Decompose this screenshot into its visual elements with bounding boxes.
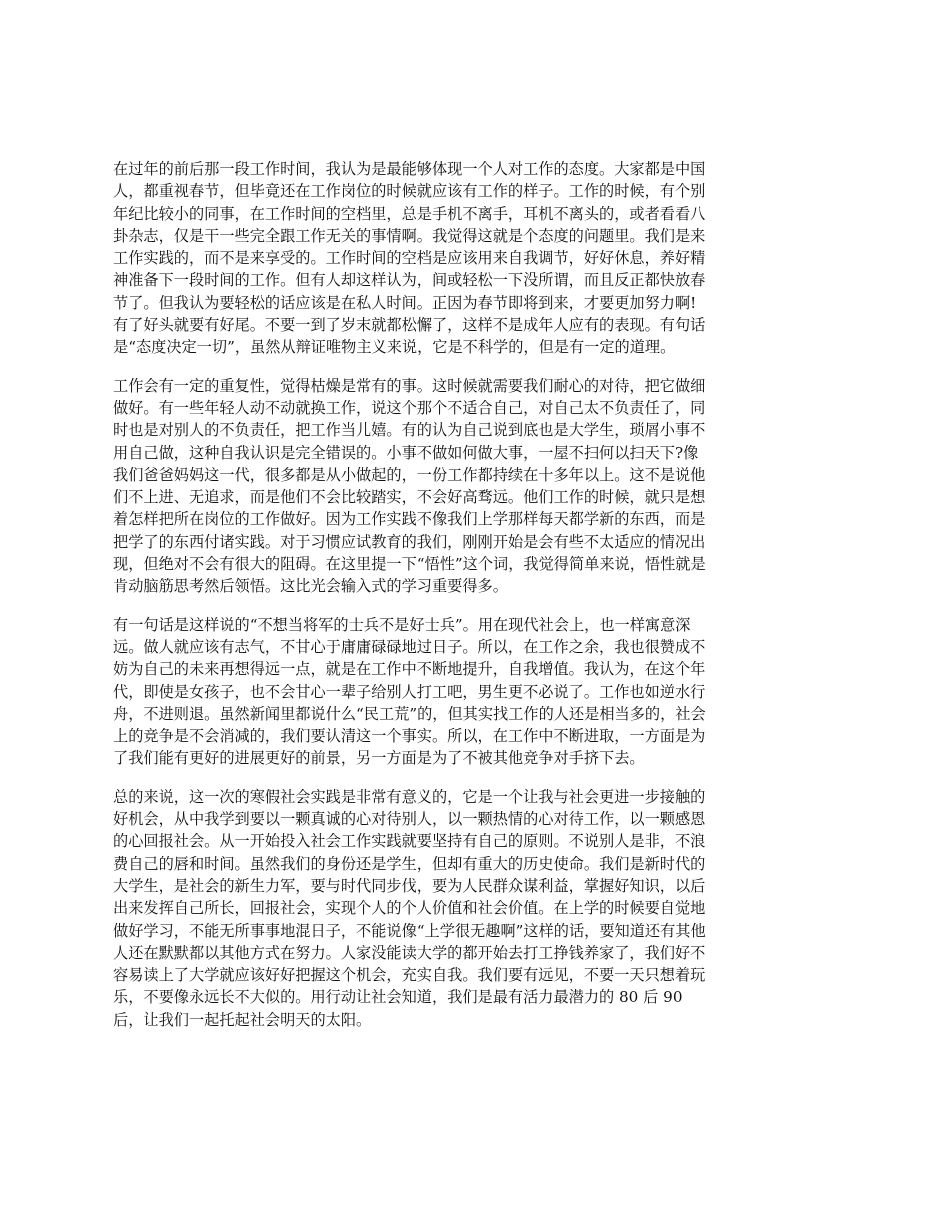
paragraph-1: 在过年的前后那一段工作时间，我认为是最能够体现一个人对工作的态度。大家都是中国 人，都重视春节，但毕竟还在工作岗位的时候就应该有工作的样子。工作的时候，有个别 年纪比较小的同事，在工作时间的空档里，总是手机不离手，耳机不离头的，或者看看八 卦杂志，仅是干一些完全跟工作无关的事情啊。我觉得这就是个态度的问题里。我们是来 工作实践的，而不是来享受的。工作时间的空档是应该用来自我调节，好好休息，养好精 神准备下一段时间的工作。但有人却这样认为，间或轻松一下没所谓，而且反正都快放春 节了。但我认为要轻松的话应该是在私人时间。正因为春节即将到来，才要更加努力啊! 有了好头就要有好尾。不要一到了岁末就都松懈了，这样不是成年人应有的表现。有句话 是“态度决定一切”，虽然从辩证唯物主义来说，它是不科学的，但是有一定的道理。 (113, 160, 706, 357)
paragraph-4: 总的来说，这一次的寒假社会实践是非常有意义的，它是一个让我与社会更进一步接触的 好机会，从中我学到要以一颗真诚的心对待别人，以一颗热情的心对待工作，以一颗感恩 的心回报社会。从一开始投入社会工作实践就要坚持有自己的原则。不说别人是非，不浪 费自己的唇和时间。虽然我们的身份还是学生，但却有重大的历史使命。我们是新时代的 大学生，是社会的新生力军，要与时代同步伐，要为人民群众谋利益，掌握好知识，以后 出来发挥自己所长，回报社会，实现个人的个人价值和社会价值。在上学的时候要自觉地 做好学习，不能无所事事地混日子，不能说像“上学很无趣啊”这样的话，要知道还有其他 人还在默默都以其他方式在努力。人家没能读大学的都开始去打工挣钱养家了，我们好不 容易读上了大学就应该好好把握这个机会，充实自我。我们要有远见，不要一天只想着玩 乐，不要像永远长不大似的。用行动让社会知道，我们是最有活力最潜力的 80 后 90 后，让我们一起托起社会明天的太阳。 (113, 787, 706, 1029)
paragraph-2: 工作会有一定的重复性，觉得枯燥是常有的事。这时候就需要我们耐心的对待，把它做细 做好。有一些年轻人动不动就换工作，说这个那个不适合自己，对自己太不负责任了，同 时也是对别人的不负责任，把工作当儿嬉。有的认为自己说到底也是大学生，琐屑小事不 用自己做，这种自我认识是完全错误的。小事不做如何做大事，一屋不扫何以扫天下?像 我们爸爸妈妈这一代，很多都是从小做起的，一份工作都持续在十多年以上。这不是说他 们不上进、无追求，而是他们不会比较踏实，不会好高骛远。他们工作的时候，就只是想 着怎样把所在岗位的工作做好。因为工作实践不像我们上学那样每天都学新的东西，而是 把学了的东西付诸实践。对于习惯应试教育的我们，刚刚开始是会有些不太适应的情况出 现，但绝对不会有很大的阻碍。在这里提一下“悟性”这个词，我觉得简单来说，悟性就是 肯动脑筋思考然后领悟。这比光会输入式的学习重要得多。 (113, 376, 706, 596)
document-body (113, 158, 843, 1047)
paragraph-3: 有一句话是这样说的“不想当将军的士兵不是好士兵”。用在现代社会上，也一样寓意深 远。做人就应该有志气，不甘心于庸庸碌碌地过日子。所以，在工作之余，我也很赞成不 妨为自己的未来再想得远一点，就是在工作中不断地提升，自我增值。我认为，在这个年 代，即使是女孩子，也不会甘心一辈子给别人打工吧，男生更不必说了。工作也如逆水行 舟，不进则退。虽然新闻里都说什么“民工荒”的，但其实找工作的人还是相当多的，社会 上的竞争是不会消减的，我们要认清这一个事实。所以，在工作中不断进取，一方面是为 了我们能有更好的进展更好的前景，另一方面是为了不被其他竞争对手挤下去。 (113, 615, 706, 768)
